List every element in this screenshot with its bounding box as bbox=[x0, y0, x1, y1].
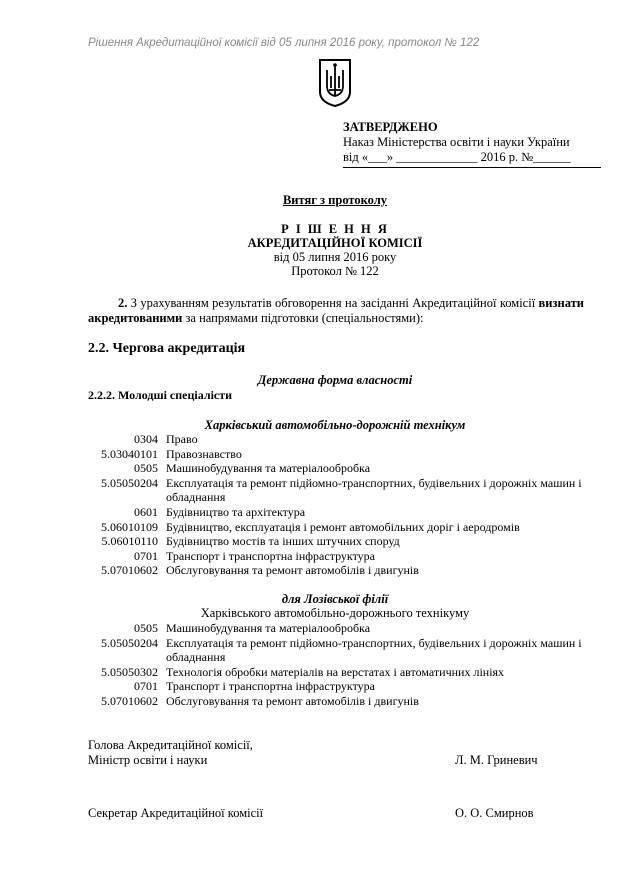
specialty-name: Транспорт і транспортна інфраструктура bbox=[166, 679, 376, 694]
specialty-name: Машинобудування та матеріалообробка bbox=[166, 461, 371, 476]
ownership-heading: Державна форма власності bbox=[257, 373, 413, 387]
extract-title: Витяг з протоколу bbox=[282, 193, 388, 207]
decision-title: Р І Ш Е Н Н Я bbox=[281, 222, 389, 236]
list-item bbox=[88, 520, 588, 535]
list-item bbox=[88, 461, 588, 476]
chair-name: Л. М. Гриневич bbox=[455, 753, 538, 767]
specialty-code: 5.05050204 bbox=[101, 475, 158, 490]
chair-title-line-2: Міністр освіти і науки bbox=[88, 753, 208, 767]
decision-paragraph bbox=[88, 296, 584, 326]
paragraph-text-1: З урахуванням результатів обговорення на засіданні Акредитаційної комісії bbox=[127, 296, 539, 310]
specialty-name: Будівництво та архітектура bbox=[166, 504, 306, 519]
list-item bbox=[88, 447, 588, 462]
list-item bbox=[88, 476, 588, 505]
section-title: 2.2. Чергова акредитація bbox=[88, 341, 246, 356]
institution-title: Харківський автомобільно-дорожній технікум bbox=[204, 418, 466, 432]
specialty-code: 0701 bbox=[134, 679, 158, 694]
list-item bbox=[88, 505, 588, 520]
paragraph-bold: визнати акредитованими bbox=[88, 296, 584, 325]
specialty-code: 0505 bbox=[134, 461, 158, 476]
specialty-name: Технологія обробки матеріалів на верстатах і автоматичних лініях bbox=[166, 664, 505, 679]
specialty-code: 5.07010602 bbox=[101, 693, 158, 708]
branch-title: для Лозівської філії bbox=[281, 592, 389, 606]
decision-protocol: Протокол № 122 bbox=[291, 264, 379, 278]
specialty-code: 0701 bbox=[134, 548, 158, 563]
specialty-name: Машинобудування та матеріалообробка bbox=[166, 621, 371, 635]
page-header: Рішення Акредитаційної комісії від 05 липня 2016 року, протокол № 122 bbox=[88, 37, 480, 49]
approval-divider bbox=[343, 167, 601, 168]
list-item bbox=[88, 694, 588, 709]
decision-date: від 05 липня 2016 року bbox=[273, 250, 397, 264]
secretary-title: Секретар Акредитаційної комісії bbox=[88, 806, 264, 820]
specialty-code: 5.05050302 bbox=[101, 664, 158, 679]
specialty-code: 5.06010110 bbox=[101, 534, 158, 549]
specialty-code: 5.03040101 bbox=[101, 446, 158, 461]
list-item bbox=[88, 679, 588, 694]
paragraph-number: 2. bbox=[118, 296, 128, 310]
list-item bbox=[88, 563, 588, 578]
specialty-name: Експлуатація та ремонт підйомно-транспортних, будівельних і дорожніх машин і обладнання bbox=[166, 475, 582, 505]
coat-of-arms-icon bbox=[318, 58, 352, 108]
specialty-name: Правознавство bbox=[166, 446, 242, 461]
decision-heading bbox=[0, 222, 625, 278]
specialty-name: Будівництво мостів та інших штучних споруд bbox=[166, 534, 400, 549]
specialty-list-branch bbox=[88, 621, 588, 709]
specialty-name: Транспорт і транспортна інфраструктура bbox=[166, 548, 376, 563]
list-item bbox=[88, 534, 588, 549]
approval-order-line: Наказ Міністерства освіти і науки України bbox=[343, 135, 570, 149]
list-item bbox=[88, 549, 588, 564]
list-item bbox=[88, 432, 588, 447]
specialty-name: Будівництво, експлуатація і ремонт автомобільних доріг і аеродромів bbox=[166, 519, 520, 534]
list-item bbox=[88, 665, 588, 680]
branch-subtitle: Харківського автомобільно-дорожнього технікуму bbox=[200, 606, 470, 620]
approval-date-line: від «___» _____________ 2016 р. №______ bbox=[343, 150, 571, 164]
specialty-name: Право bbox=[166, 432, 198, 446]
specialty-code: 5.07010602 bbox=[101, 563, 158, 578]
list-item bbox=[88, 636, 588, 665]
specialty-code: 5.06010109 bbox=[101, 519, 158, 534]
specialty-name: Обслуговування та ремонт автомобілів і двигунів bbox=[166, 563, 419, 578]
approval-block bbox=[343, 120, 601, 168]
decision-subtitle: АКРЕДИТАЦІЙНОЇ КОМІСІЇ bbox=[247, 236, 423, 250]
specialty-name: Експлуатація та ремонт підйомно-транспортних, будівельних і дорожніх машин і обладнання bbox=[166, 635, 582, 665]
specialty-code: 0505 bbox=[134, 621, 158, 635]
specialty-code: 0304 bbox=[134, 432, 158, 446]
specialty-code: 5.05050204 bbox=[101, 635, 158, 650]
subsection-title: 2.2.2. Молодші спеціалісти bbox=[88, 388, 233, 402]
secretary-name: О. О. Смирнов bbox=[455, 806, 534, 820]
approval-title: ЗАТВЕРДЖЕНО bbox=[343, 120, 438, 134]
chair-title-line-1: Голова Акредитаційної комісії, bbox=[88, 738, 253, 752]
list-item bbox=[88, 621, 588, 636]
chair-title bbox=[88, 738, 253, 768]
specialty-name: Обслуговування та ремонт автомобілів і двигунів bbox=[166, 693, 419, 708]
specialty-code: 0601 bbox=[134, 504, 158, 519]
paragraph-text-2: за напрямами підготовки (спеціальностями): bbox=[182, 311, 424, 325]
specialty-list-main bbox=[88, 432, 588, 578]
